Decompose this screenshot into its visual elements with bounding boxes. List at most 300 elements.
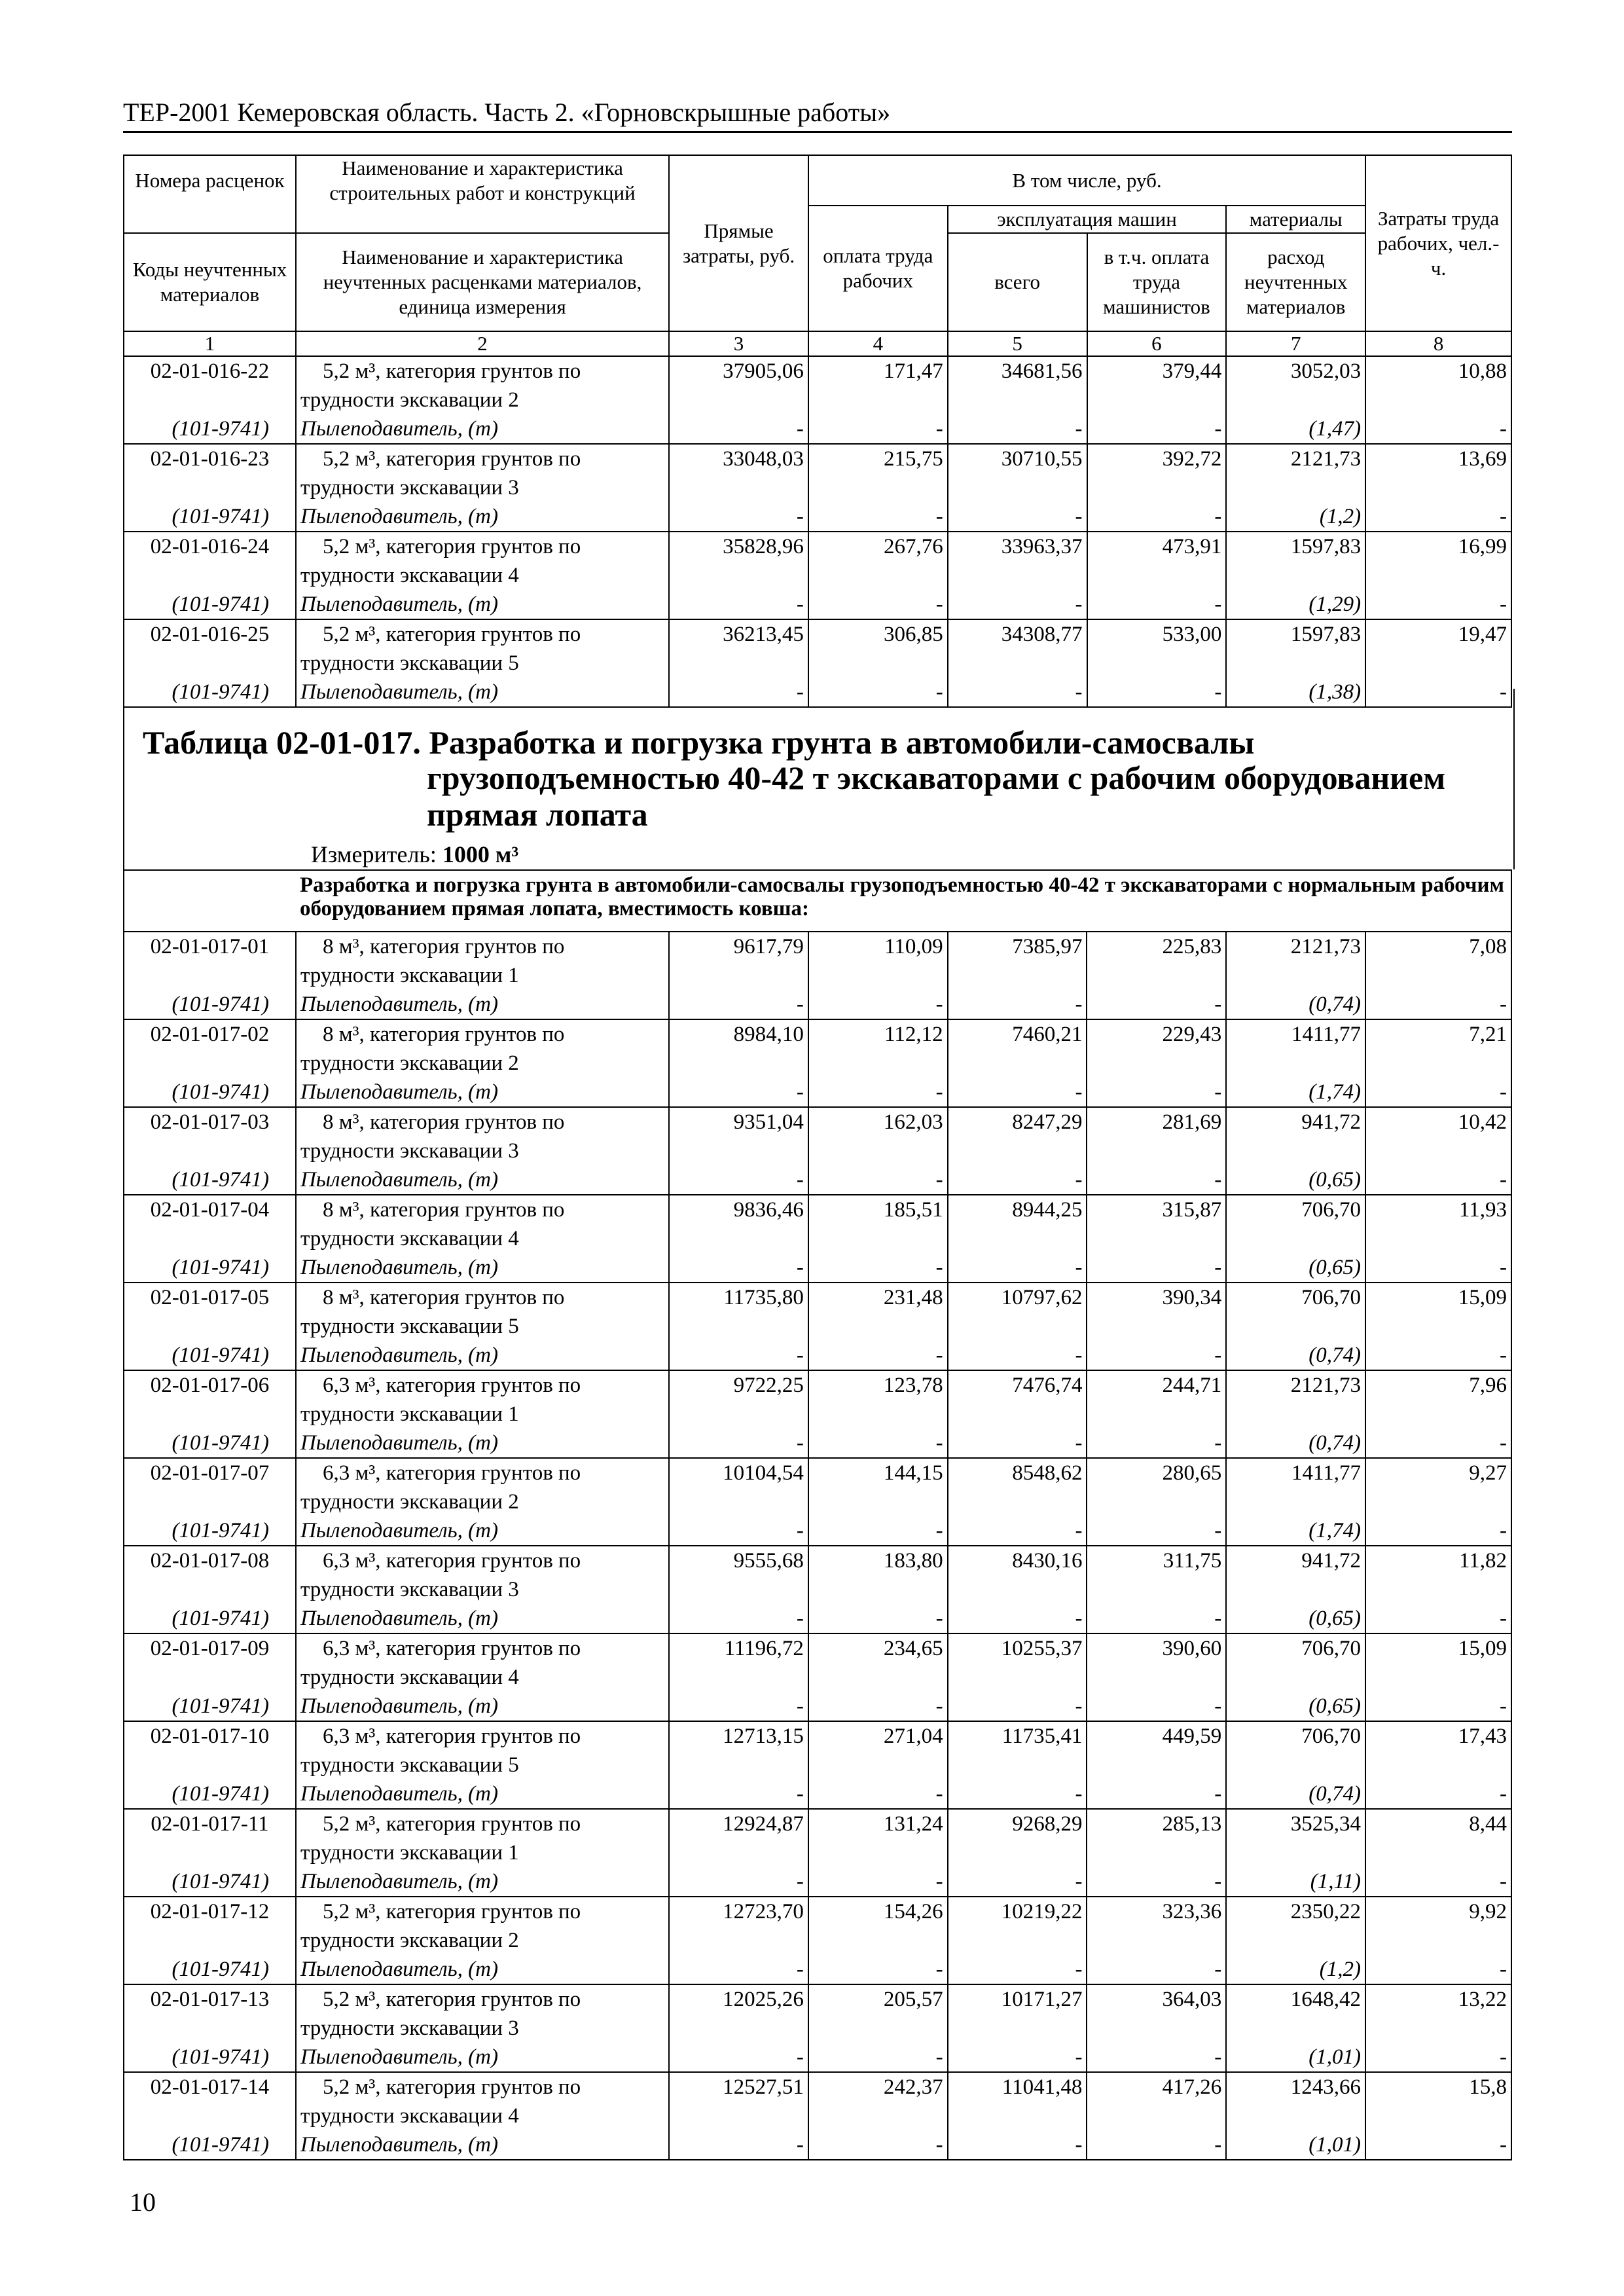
material-code: (101-9741) — [124, 1429, 296, 1458]
dash: - — [1087, 1429, 1226, 1458]
material-name: Пылеподавитель, (т) — [296, 990, 669, 1019]
rate-desc-cont: трудности экскавации 3 — [296, 2014, 669, 2043]
direct-cost: 9836,46 — [669, 1195, 808, 1224]
operator-pay: 311,75 — [1087, 1546, 1226, 1575]
table-row — [124, 444, 1511, 473]
worker-pay: 215,75 — [808, 444, 948, 473]
operator-pay: 315,87 — [1087, 1195, 1226, 1224]
material-qty: (1,2) — [1226, 502, 1365, 532]
material-code: (101-9741) — [124, 502, 296, 532]
dash: - — [948, 1692, 1087, 1721]
dash: - — [1365, 1692, 1511, 1721]
direct-cost: 11735,80 — [669, 1283, 808, 1312]
dash: - — [669, 1165, 808, 1195]
page-header: ТЕР-2001 Кемеровская область. Часть 2. «Горновскрышные работы» — [123, 98, 891, 127]
col-unaccounted-use: расход неучтенных материалов — [1226, 233, 1365, 331]
dash: - — [808, 990, 948, 1019]
machine-total: 9268,29 — [948, 1809, 1087, 1838]
dash: - — [1087, 678, 1227, 707]
material-row — [124, 1341, 1511, 1370]
labor-cost: 8,44 — [1365, 1809, 1511, 1838]
worker-pay: 234,65 — [808, 1633, 948, 1663]
dash: - — [948, 1867, 1087, 1897]
materials-cost: 1243,66 — [1226, 2072, 1365, 2102]
material-qty: (0,74) — [1226, 1429, 1365, 1458]
labor-cost: 15,09 — [1365, 1633, 1511, 1663]
table-row-cont — [124, 1137, 1511, 1165]
operator-pay: 417,26 — [1087, 2072, 1226, 2102]
material-row — [124, 414, 1511, 444]
table-row — [124, 1283, 1511, 1312]
material-row — [124, 1165, 1511, 1195]
labor-cost: 7,21 — [1365, 1019, 1511, 1049]
rate-desc-cont: трудности экскавации 2 — [296, 1926, 669, 1955]
dash: - — [808, 1429, 948, 1458]
labor-cost: 17,43 — [1365, 1721, 1511, 1751]
rate-code: 02-01-017-02 — [124, 1019, 296, 1049]
rate-code: 02-01-017-12 — [124, 1897, 296, 1926]
dash: - — [669, 502, 808, 532]
worker-pay: 183,80 — [808, 1546, 948, 1575]
rate-desc-cont: трудности экскавации 1 — [296, 1400, 669, 1429]
rate-code: 02-01-017-06 — [124, 1370, 296, 1400]
table-row — [124, 1546, 1511, 1575]
worker-pay: 242,37 — [808, 2072, 948, 2102]
rate-code: 02-01-017-11 — [124, 1809, 296, 1838]
col-codes: Коды неучтенных материалов — [124, 233, 296, 331]
table-title-block — [123, 689, 1515, 869]
material-code: (101-9741) — [124, 1604, 296, 1633]
rate-desc: 8 м³, категория грунтов по — [296, 1283, 669, 1312]
table-row — [124, 532, 1511, 561]
material-name: Пылеподавитель, (т) — [296, 502, 669, 532]
table-row-cont — [124, 1926, 1511, 1955]
material-name: Пылеподавитель, (т) — [296, 414, 669, 444]
material-qty: (0,65) — [1226, 1165, 1365, 1195]
rate-desc-cont: трудности экскавации 2 — [296, 386, 669, 414]
worker-pay: 271,04 — [808, 1721, 948, 1751]
dash: - — [1365, 1253, 1511, 1283]
material-qty: (0,74) — [1226, 1341, 1365, 1370]
material-name: Пылеподавитель, (т) — [296, 1165, 669, 1195]
table-row-cont — [124, 561, 1511, 590]
dash: - — [1087, 1516, 1226, 1546]
col-num: 5 — [948, 331, 1087, 356]
dash: - — [808, 590, 948, 619]
col-rate-numbers: Номера расценок — [124, 155, 296, 206]
material-row — [124, 1253, 1511, 1283]
material-row — [124, 1692, 1511, 1721]
material-code: (101-9741) — [124, 2043, 296, 2072]
worker-pay: 154,26 — [808, 1897, 948, 1926]
dash: - — [808, 1867, 948, 1897]
material-qty: (0,74) — [1226, 1779, 1365, 1809]
materials-cost: 706,70 — [1226, 1633, 1365, 1663]
material-code: (101-9741) — [124, 990, 296, 1019]
section-title: Разработка и погрузка грунта в автомобили-самосвалы грузоподъемностью 40-42 т экскаваторами с нормальным рабочим оборудованием прямая лопата, вместимость ковша: — [296, 870, 1511, 932]
dash: - — [669, 1779, 808, 1809]
dash: - — [948, 990, 1087, 1019]
materials-cost: 2121,73 — [1226, 444, 1365, 473]
operator-pay: 390,34 — [1087, 1283, 1226, 1312]
worker-pay: 306,85 — [808, 619, 948, 649]
dash: - — [1087, 1692, 1226, 1721]
rate-desc: 8 м³, категория грунтов по — [296, 1019, 669, 1049]
materials-cost: 706,70 — [1226, 1721, 1365, 1751]
material-row — [124, 1516, 1511, 1546]
rate-desc: 5,2 м³, категория грунтов по — [296, 444, 669, 473]
dash: - — [948, 1779, 1087, 1809]
operator-pay: 364,03 — [1087, 1984, 1226, 2014]
machine-total: 8548,62 — [948, 1458, 1087, 1487]
material-code: (101-9741) — [124, 2130, 296, 2160]
rate-desc: 6,3 м³, категория грунтов по — [296, 1458, 669, 1487]
materials-cost: 3052,03 — [1226, 356, 1365, 386]
rate-code: 02-01-017-03 — [124, 1107, 296, 1137]
machine-total: 34308,77 — [948, 619, 1087, 649]
dash: - — [948, 1429, 1087, 1458]
col-including: В том числе, руб. — [808, 155, 1365, 206]
table-row — [124, 1984, 1511, 2014]
rate-desc-cont: трудности экскавации 3 — [296, 1137, 669, 1165]
dash: - — [1365, 1165, 1511, 1195]
material-name: Пылеподавитель, (т) — [296, 1955, 669, 1984]
dash: - — [808, 1341, 948, 1370]
table-row-cont — [124, 1575, 1511, 1604]
table-row-cont — [124, 2102, 1511, 2130]
direct-cost: 11196,72 — [669, 1633, 808, 1663]
dash: - — [1365, 1955, 1511, 1984]
rate-desc: 5,2 м³, категория грунтов по — [296, 1809, 669, 1838]
direct-cost: 12723,70 — [669, 1897, 808, 1926]
materials-cost: 706,70 — [1226, 1283, 1365, 1312]
table-row — [124, 1370, 1511, 1400]
dash: - — [1365, 1867, 1511, 1897]
dash: - — [948, 1955, 1087, 1984]
dash: - — [669, 1955, 808, 1984]
dash: - — [948, 1165, 1087, 1195]
table-row — [124, 1633, 1511, 1663]
material-name: Пылеподавитель, (т) — [296, 1692, 669, 1721]
dash: - — [669, 1078, 808, 1107]
rate-code: 02-01-017-04 — [124, 1195, 296, 1224]
dash: - — [808, 1779, 948, 1809]
material-qty: (1,01) — [1226, 2130, 1365, 2160]
machine-total: 7460,21 — [948, 1019, 1087, 1049]
dash: - — [669, 1516, 808, 1546]
worker-pay: 205,57 — [808, 1984, 948, 2014]
rate-desc-cont: трудности экскавации 1 — [296, 1838, 669, 1867]
operator-pay: 285,13 — [1087, 1809, 1226, 1838]
dash: - — [669, 678, 808, 707]
table-row — [124, 1019, 1511, 1049]
labor-cost: 9,92 — [1365, 1897, 1511, 1926]
materials-cost: 1411,77 — [1226, 1458, 1365, 1487]
machine-total: 33963,37 — [948, 532, 1087, 561]
operator-pay: 379,44 — [1087, 356, 1227, 386]
dash: - — [1365, 1078, 1511, 1107]
direct-cost: 36213,45 — [669, 619, 808, 649]
worker-pay: 144,15 — [808, 1458, 948, 1487]
material-qty: (0,65) — [1226, 1604, 1365, 1633]
table-row — [124, 2072, 1511, 2102]
table-row-cont — [124, 473, 1511, 502]
table-row — [124, 1458, 1511, 1487]
labor-cost: 15,8 — [1365, 2072, 1511, 2102]
labor-cost: 9,27 — [1365, 1458, 1511, 1487]
dash: - — [1087, 990, 1226, 1019]
dash: - — [1087, 590, 1227, 619]
material-name: Пылеподавитель, (т) — [296, 1604, 669, 1633]
col-materials: материалы — [1226, 206, 1365, 233]
dash: - — [808, 678, 948, 707]
dash: - — [1365, 990, 1511, 1019]
dash: - — [1365, 1429, 1511, 1458]
material-name: Пылеподавитель, (т) — [296, 1867, 669, 1897]
material-code: (101-9741) — [124, 678, 296, 707]
worker-pay: 185,51 — [808, 1195, 948, 1224]
table-row-cont — [124, 961, 1511, 990]
col-num: 7 — [1226, 331, 1365, 356]
direct-cost: 9351,04 — [669, 1107, 808, 1137]
dash: - — [1365, 678, 1511, 707]
rate-desc: 6,3 м³, категория грунтов по — [296, 1546, 669, 1575]
material-qty: (1,74) — [1226, 1516, 1365, 1546]
material-row — [124, 2130, 1511, 2160]
rate-code: 02-01-017-10 — [124, 1721, 296, 1751]
table-row — [124, 619, 1511, 649]
col-num: 1 — [124, 331, 296, 356]
rate-desc-cont: трудности экскавации 2 — [296, 1487, 669, 1516]
direct-cost: 35828,96 — [669, 532, 808, 561]
material-code: (101-9741) — [124, 1516, 296, 1546]
materials-cost: 706,70 — [1226, 1195, 1365, 1224]
col-worker-pay: оплата труда рабочих — [808, 206, 948, 331]
dash: - — [669, 590, 808, 619]
rate-desc-cont: трудности экскавации 2 — [296, 1049, 669, 1078]
direct-cost: 12924,87 — [669, 1809, 808, 1838]
material-qty: (0,74) — [1226, 990, 1365, 1019]
material-qty: (1,38) — [1226, 678, 1365, 707]
material-code: (101-9741) — [124, 1341, 296, 1370]
rate-code: 02-01-017-07 — [124, 1458, 296, 1487]
dash: - — [669, 1341, 808, 1370]
dash: - — [1365, 1341, 1511, 1370]
dash: - — [1087, 1078, 1226, 1107]
dash: - — [948, 502, 1087, 532]
header-rule — [123, 131, 1512, 133]
material-row — [124, 990, 1511, 1019]
unit-value: 1000 м³ — [442, 841, 519, 867]
material-name: Пылеподавитель, (т) — [296, 2130, 669, 2160]
dash: - — [1087, 1867, 1226, 1897]
labor-cost: 16,99 — [1365, 532, 1511, 561]
rate-code: 02-01-016-22 — [124, 356, 296, 386]
dash: - — [948, 2043, 1087, 2072]
materials-cost: 3525,34 — [1226, 1809, 1365, 1838]
rate-desc-cont: трудности экскавации 3 — [296, 1575, 669, 1604]
material-row — [124, 590, 1511, 619]
table-row — [124, 932, 1511, 961]
dash: - — [1365, 502, 1511, 532]
material-row — [124, 1429, 1511, 1458]
table-row-cont — [124, 1751, 1511, 1779]
rate-code: 02-01-017-08 — [124, 1546, 296, 1575]
material-row — [124, 1955, 1511, 1984]
labor-cost: 7,08 — [1365, 932, 1511, 961]
dash: - — [1365, 414, 1511, 444]
dash: - — [669, 1429, 808, 1458]
operator-pay: 392,72 — [1087, 444, 1227, 473]
materials-cost: 1597,83 — [1226, 619, 1365, 649]
table-row-cont — [124, 1400, 1511, 1429]
rate-desc-cont: трудности экскавации 4 — [296, 1224, 669, 1253]
machine-total: 10797,62 — [948, 1283, 1087, 1312]
table-row — [124, 1107, 1511, 1137]
material-row — [124, 2043, 1511, 2072]
worker-pay: 231,48 — [808, 1283, 948, 1312]
unit-label — [311, 841, 518, 868]
labor-cost: 11,93 — [1365, 1195, 1511, 1224]
dash: - — [1365, 590, 1511, 619]
rate-desc-cont: трудности экскавации 4 — [296, 2102, 669, 2130]
materials-cost: 941,72 — [1226, 1107, 1365, 1137]
rate-code: 02-01-016-25 — [124, 619, 296, 649]
material-code: (101-9741) — [124, 1253, 296, 1283]
dash: - — [948, 2130, 1087, 2160]
dash: - — [669, 1604, 808, 1633]
table-row-cont — [124, 2014, 1511, 2043]
material-name: Пылеподавитель, (т) — [296, 2043, 669, 2072]
rate-desc: 5,2 м³, категория грунтов по — [296, 356, 669, 386]
dash: - — [669, 2043, 808, 2072]
machine-total: 10171,27 — [948, 1984, 1087, 2014]
table-row-cont — [124, 1312, 1511, 1341]
machine-total: 7476,74 — [948, 1370, 1087, 1400]
rate-desc-cont: трудности экскавации 4 — [296, 1663, 669, 1692]
dash: - — [669, 990, 808, 1019]
col-direct-costs: Прямые затраты, руб. — [669, 155, 808, 331]
worker-pay: 112,12 — [808, 1019, 948, 1049]
rate-code: 02-01-017-14 — [124, 2072, 296, 2102]
rate-desc: 5,2 м³, категория грунтов по — [296, 1897, 669, 1926]
labor-cost: 13,69 — [1365, 444, 1511, 473]
material-qty: (1,11) — [1226, 1867, 1365, 1897]
operator-pay: 449,59 — [1087, 1721, 1226, 1751]
dash: - — [1087, 1253, 1226, 1283]
dash: - — [1087, 1955, 1226, 1984]
table-row-cont — [124, 1663, 1511, 1692]
worker-pay: 171,47 — [808, 356, 948, 386]
rate-desc: 8 м³, категория грунтов по — [296, 1195, 669, 1224]
material-name: Пылеподавитель, (т) — [296, 1429, 669, 1458]
worker-pay: 123,78 — [808, 1370, 948, 1400]
worker-pay: 131,24 — [808, 1809, 948, 1838]
dash: - — [948, 590, 1087, 619]
dash: - — [669, 1253, 808, 1283]
dash: - — [1087, 1604, 1226, 1633]
materials-cost: 2121,73 — [1226, 1370, 1365, 1400]
dash: - — [808, 1955, 948, 1984]
dash: - — [808, 2043, 948, 2072]
rate-desc-cont: трудности экскавации 4 — [296, 561, 669, 590]
material-name: Пылеподавитель, (т) — [296, 1078, 669, 1107]
direct-cost: 12527,51 — [669, 2072, 808, 2102]
col-name-bottom: Наименование и характеристика неучтенных расценками материалов, единица измерения — [296, 233, 669, 331]
table-row-cont — [124, 1049, 1511, 1078]
labor-cost: 13,22 — [1365, 1984, 1511, 2014]
direct-cost: 37905,06 — [669, 356, 808, 386]
direct-cost: 9555,68 — [669, 1546, 808, 1575]
table-row-cont — [124, 1224, 1511, 1253]
dash: - — [948, 1253, 1087, 1283]
dash: - — [948, 678, 1087, 707]
table-title-cont: грузоподъемностью 40-42 т экскаваторами с рабочим оборудованием прямая лопата — [427, 759, 1446, 833]
material-code: (101-9741) — [124, 414, 296, 444]
material-code: (101-9741) — [124, 1867, 296, 1897]
labor-cost: 10,88 — [1365, 356, 1511, 386]
material-name: Пылеподавитель, (т) — [296, 1341, 669, 1370]
machine-total: 11041,48 — [948, 2072, 1087, 2102]
labor-cost: 15,09 — [1365, 1283, 1511, 1312]
rate-code: 02-01-017-09 — [124, 1633, 296, 1663]
material-qty: (1,47) — [1226, 414, 1365, 444]
materials-cost: 2121,73 — [1226, 932, 1365, 961]
rates-table-top — [123, 155, 1512, 708]
table-row-cont — [124, 1487, 1511, 1516]
col-total: всего — [948, 233, 1087, 331]
dash: - — [1087, 1341, 1226, 1370]
dash: - — [808, 2130, 948, 2160]
col-operator-pay: в т.ч. оплата труда машинистов — [1087, 233, 1227, 331]
operator-pay: 280,65 — [1087, 1458, 1226, 1487]
material-row — [124, 1078, 1511, 1107]
rate-desc: 5,2 м³, категория грунтов по — [296, 619, 669, 649]
col-num: 4 — [808, 331, 948, 356]
dash: - — [1087, 1165, 1226, 1195]
dash: - — [1087, 502, 1227, 532]
material-qty: (1,01) — [1226, 2043, 1365, 2072]
dash: - — [948, 1341, 1087, 1370]
material-qty: (1,29) — [1226, 590, 1365, 619]
rates-table-bottom — [123, 869, 1512, 2160]
dash: - — [808, 1253, 948, 1283]
rate-desc-cont: трудности экскавации 5 — [296, 1312, 669, 1341]
materials-cost: 1411,77 — [1226, 1019, 1365, 1049]
col-num: 8 — [1365, 331, 1511, 356]
worker-pay: 110,09 — [808, 932, 948, 961]
machine-total: 8430,16 — [948, 1546, 1087, 1575]
dash: - — [808, 1078, 948, 1107]
dash: - — [948, 1078, 1087, 1107]
material-code: (101-9741) — [124, 590, 296, 619]
dash: - — [1365, 1516, 1511, 1546]
materials-cost: 1597,83 — [1226, 532, 1365, 561]
material-qty: (1,2) — [1226, 1955, 1365, 1984]
operator-pay: 323,36 — [1087, 1897, 1226, 1926]
material-name: Пылеподавитель, (т) — [296, 590, 669, 619]
direct-cost: 12025,26 — [669, 1984, 808, 2014]
dash: - — [1365, 1604, 1511, 1633]
rate-code: 02-01-016-23 — [124, 444, 296, 473]
unit-label-text: Измеритель: — [311, 841, 437, 867]
col-labor-costs: Затраты труда рабочих, чел.-ч. — [1365, 155, 1511, 331]
rate-desc: 6,3 м³, категория грунтов по — [296, 1633, 669, 1663]
direct-cost: 9617,79 — [669, 932, 808, 961]
labor-cost: 10,42 — [1365, 1107, 1511, 1137]
machine-total: 34681,56 — [948, 356, 1087, 386]
material-row — [124, 1867, 1511, 1897]
